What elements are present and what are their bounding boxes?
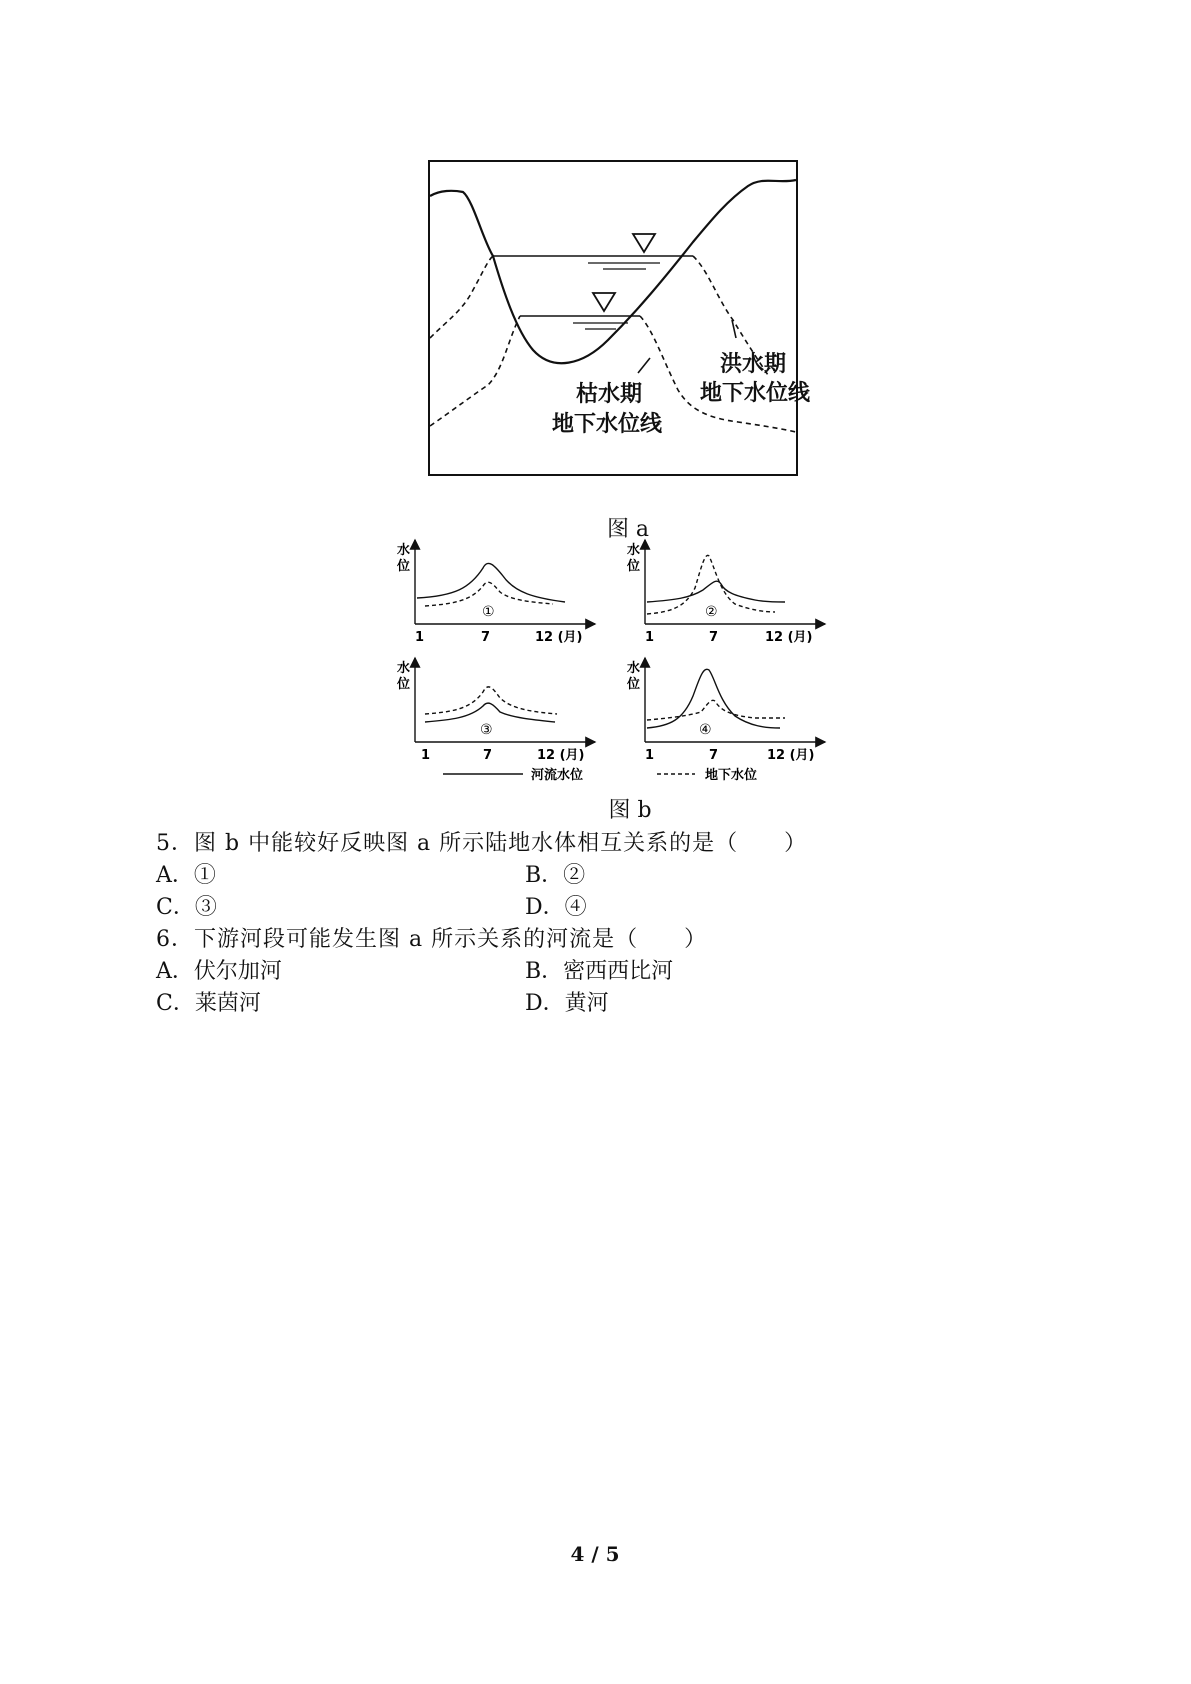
- panel-1: [396, 540, 595, 645]
- flood-water-triangle-icon: [633, 234, 655, 252]
- y-axis-label: 水: [397, 661, 411, 676]
- x-tick: 7: [709, 748, 719, 763]
- x-tick: 1: [645, 748, 655, 763]
- question-5-option-a[interactable]: A．①: [156, 863, 216, 888]
- flood-label-leader: [732, 320, 736, 338]
- x-tick: 12 (月): [537, 748, 585, 763]
- question-6-option-d[interactable]: D．黄河: [525, 991, 609, 1016]
- dry-water-triangle-icon: [593, 293, 615, 311]
- y-axis-label: 水: [627, 543, 641, 558]
- flood-label-line2: 地下水位线: [700, 381, 811, 406]
- question-5-option-b[interactable]: B．②: [525, 863, 586, 888]
- panel-2: [626, 540, 825, 645]
- dry-label-line1: 枯水期: [576, 382, 643, 407]
- river-level-curve: [647, 669, 780, 728]
- x-tick: 1: [421, 748, 431, 763]
- flood-label-line1: 洪水期: [720, 352, 787, 377]
- panel-number: ①: [482, 604, 495, 620]
- question-5-option-c[interactable]: C．③: [156, 895, 217, 920]
- question-6-stem: 6．下游河段可能发生图 a 所示关系的河流是（ ）: [156, 927, 708, 952]
- groundwater-level-curve: [425, 687, 557, 714]
- panel-3: [396, 658, 595, 763]
- riverbed-profile: [430, 180, 796, 363]
- question-6-option-b[interactable]: B．密西西比河: [525, 959, 674, 984]
- dry-label-leader: [638, 358, 650, 373]
- question-6-option-a[interactable]: A．伏尔加河: [156, 959, 282, 984]
- question-6-option-c[interactable]: C．莱茵河: [156, 991, 261, 1016]
- figure-b-charts: [395, 538, 865, 800]
- river-level-curve: [647, 581, 785, 602]
- panel-4: [626, 658, 825, 763]
- river-level-curve: [425, 703, 555, 722]
- page-number: 4 / 5: [570, 1542, 620, 1566]
- panel-number: ②: [705, 604, 718, 620]
- legend: [443, 767, 757, 783]
- panel-number: ④: [699, 722, 712, 738]
- x-tick: 7: [481, 630, 491, 645]
- figure-b-caption: 图 b: [608, 798, 652, 823]
- y-axis-label: 位: [627, 677, 641, 692]
- y-axis-label: 水: [627, 661, 641, 676]
- x-tick: 7: [483, 748, 493, 763]
- dry-label-line2: 地下水位线: [552, 412, 663, 437]
- question-5-option-d[interactable]: D．④: [525, 895, 587, 920]
- figure-a-diagram: [428, 160, 811, 478]
- groundwater-level-curve: [647, 700, 785, 720]
- x-tick: 1: [415, 630, 425, 645]
- question-5-stem: 5．图 b 中能较好反映图 a 所示陆地水体相互关系的是（ ）: [156, 831, 808, 856]
- y-axis-label: 位: [627, 559, 641, 574]
- legend-ground-label: 地下水位: [705, 768, 758, 783]
- x-tick: 12 (月): [767, 748, 815, 763]
- y-axis-label: 水: [397, 543, 411, 558]
- legend-river-label: 河流水位: [531, 768, 584, 783]
- panel-number: ③: [480, 722, 493, 738]
- x-tick: 12 (月): [765, 630, 813, 645]
- y-axis-label: 位: [397, 677, 411, 692]
- y-axis-label: 位: [397, 559, 411, 574]
- x-tick: 7: [709, 630, 719, 645]
- figure-a-caption: 图 a: [606, 517, 650, 542]
- x-tick: 1: [645, 630, 655, 645]
- x-tick: 12 (月): [535, 630, 583, 645]
